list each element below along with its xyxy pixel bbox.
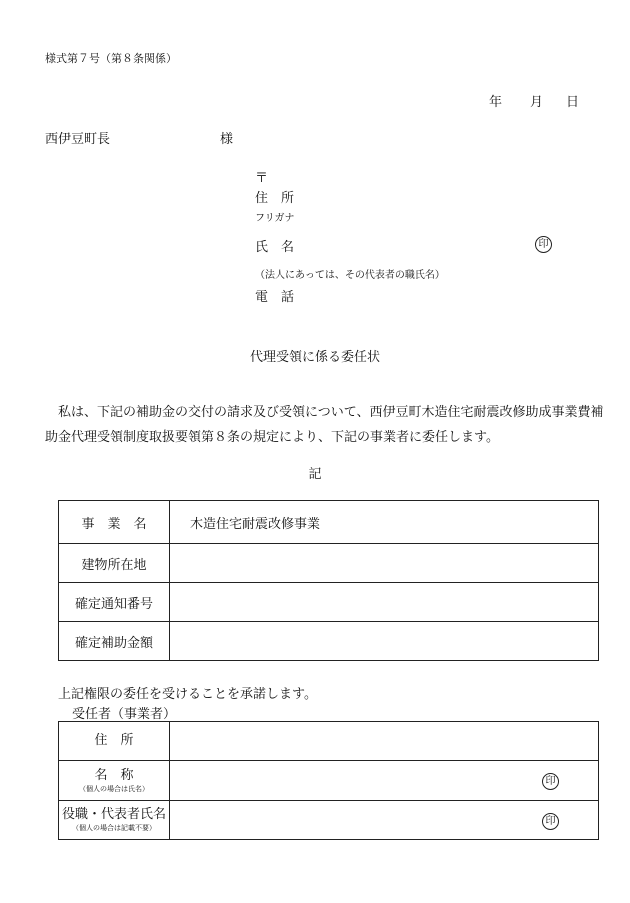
- applicant-name-label: 氏 名: [255, 240, 295, 255]
- agent-rep-value[interactable]: [170, 801, 599, 840]
- details-table: [58, 500, 599, 661]
- applicant-address-label: 住 所: [255, 191, 295, 206]
- table-row: [59, 501, 599, 544]
- agent-rep-label-text: 役職・代表者氏名: [61, 807, 166, 822]
- detail-value-notice-number[interactable]: [170, 583, 599, 622]
- detail-label-amount: 確定補助金額: [59, 622, 170, 661]
- date-day: 日: [566, 95, 580, 110]
- form-number: 様式第７号（第８条関係）: [45, 52, 177, 65]
- applicant-seal-icon: 印: [535, 236, 552, 253]
- table-row: [59, 622, 599, 661]
- detail-value-amount[interactable]: [170, 622, 599, 661]
- detail-label-location: 建物所在地: [59, 544, 170, 583]
- agent-address-label: [59, 722, 170, 761]
- detail-value-project[interactable]: 木造住宅耐震改修事業: [170, 501, 599, 544]
- postal-mark: 〒: [255, 171, 269, 186]
- agent-rep-seal-icon: 印: [542, 813, 559, 830]
- table-row: [59, 544, 599, 583]
- honorific: 様: [220, 132, 234, 147]
- agent-rep-note: （個人の場合は記載不要）: [72, 824, 156, 832]
- detail-label-project: 事 業 名: [59, 501, 170, 544]
- detail-value-location[interactable]: [170, 544, 599, 583]
- detail-label-notice-number: 確定通知番号: [59, 583, 170, 622]
- corporate-note: （法人にあっては、その代表者の職氏名）: [255, 270, 445, 281]
- agent-seal-icon: 印: [542, 773, 559, 790]
- date-month: 月: [530, 95, 544, 110]
- agent-table: [58, 721, 599, 840]
- applicant-phone-label: 電 話: [255, 290, 295, 305]
- body-text: 私は、下記の補助金の交付の請求及び受領について、西伊豆町木造住宅耐震改修助成事業費補助金代理受領制度取扱要領第８条の規定により、下記の事業者に委任します。: [45, 405, 604, 445]
- agent-rep-label: [59, 801, 170, 840]
- ki-heading: 記: [308, 467, 322, 482]
- agent-name-label-text: 名 称: [94, 767, 134, 783]
- agent-name-note: （個人の場合は氏名）: [79, 784, 149, 793]
- table-row: [59, 761, 599, 801]
- agent-name-value[interactable]: [170, 761, 599, 801]
- table-row: [59, 583, 599, 622]
- table-row: [59, 722, 599, 761]
- applicant-furigana-label: フリガナ: [255, 213, 295, 224]
- table-row: [59, 801, 599, 840]
- agent-heading: 受任者（事業者）: [72, 707, 177, 722]
- document-title: 代理受領に係る委任状: [249, 350, 380, 365]
- addressee: 西伊豆町長: [45, 132, 111, 147]
- agent-name-label: [59, 761, 170, 801]
- acceptance-text: 上記権限の委任を受けることを承諾します。: [58, 687, 317, 702]
- agent-address-value[interactable]: [170, 722, 599, 761]
- date-year: 年: [489, 95, 503, 110]
- agent-address-label-text: 住 所: [94, 733, 134, 748]
